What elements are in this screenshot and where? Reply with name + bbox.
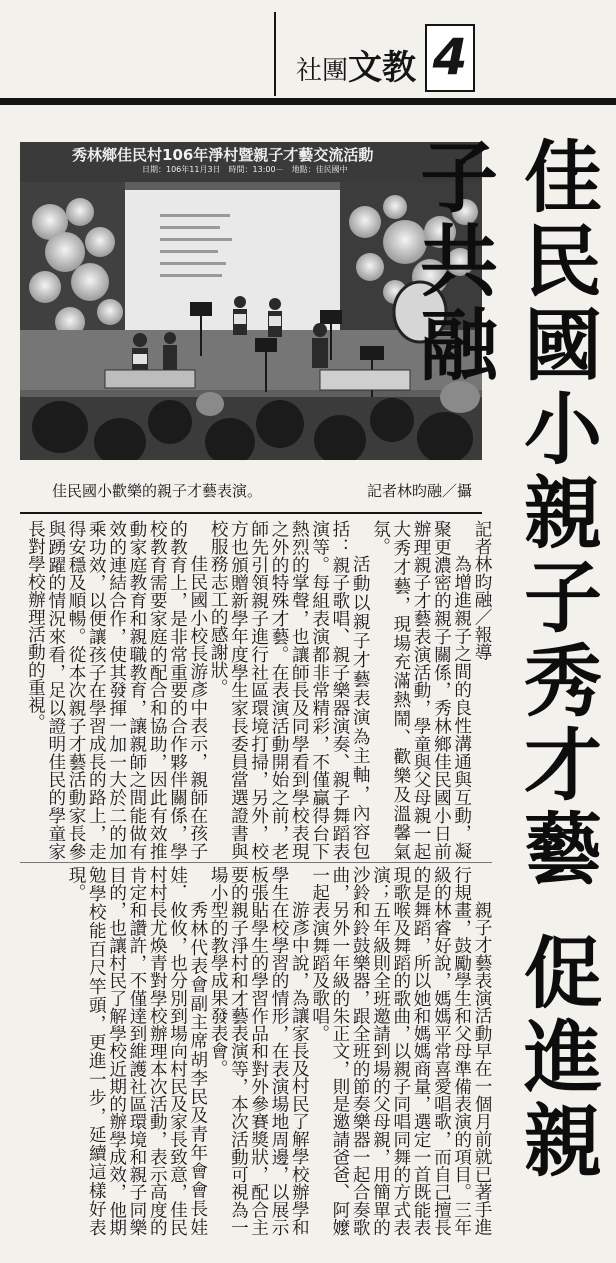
header-divider [274, 12, 276, 96]
section-label-part1: 社團 [296, 56, 349, 86]
caption-rule [20, 512, 482, 514]
article-paragraph: 親子才藝表演活動早在一個月前就已著手進行規畫，鼓勵學生和父母準備表演的項目。三年級的林睿好說，媽媽平常喜愛唱歌，而自己擅長的是舞蹈，所以她和媽媽商量，選定一首既能表現歌喉及舞蹈的歌曲，以親子同唱同舞的方式表演；五年級則全班邀請到場的父母親，用簡單的沙鈴和鈴鼓樂器，跟全班的節奏樂器一起合奏歌曲，另外一年級的朱正文，則是邀請爸爸、阿嬤一起表演舞蹈及歌唱。 [309, 866, 492, 1236]
photo-credit: 記者林昀融／攝 [366, 482, 472, 500]
headline-line1: 佳民國小親子秀才藝 [511, 136, 601, 892]
page-number: 4 [425, 24, 475, 92]
section-label-part2: 文教 [348, 48, 417, 88]
column-rule [20, 862, 492, 863]
header-rule [0, 98, 616, 105]
article-paragraph: 活動以親子才藝表演為主軸，內容包括：親子歌唱、親子樂器演奏、親子舞蹈表演等。每組表演都非常精彩，不僅贏得台下熱烈的掌聲，也讓師長及同學看到學校表現之外的特殊才藝。在表演活動開始之前，老師先引領親子進行社區環境打掃，另外，校方也頒贈新學年度學生家長委員當選證書與校服務志工的感謝狀。 [208, 520, 371, 860]
article-byline: 記者林昀融／報導 [472, 520, 492, 661]
section-label [296, 50, 416, 92]
article-paragraph: 為增進親子之間的良性溝通與互動，凝聚更濃密的親子關係，秀林鄉佳民國小日前辦理親子才藝表演活動，學童與父母親一起大秀才藝，現場充滿熱鬧、歡樂及溫馨氣氛。 [370, 520, 472, 860]
photo-banner-title: 秀林鄉佳民村106年淨村暨親子才藝交流活動 [72, 146, 374, 164]
article-paragraph: 游彥中說，為讓家長及村民了解學校辦學和學生在校學習的情形，在表演場地周邊，以展示板張貼學生的學習作品和對外參賽獎狀，配合主要的親子淨村和才藝表演等，本次活動可視為一場小型的教學成果發表會。 [208, 866, 310, 1236]
headline-line2: 促進親子共融 [407, 136, 601, 1184]
article-body-lower [20, 866, 492, 1236]
photo-banner-info: 日期：106年11月3日 時間：13:00－ 地點：佳民國中 [142, 165, 348, 174]
caption-text: 佳民國小歡樂的親子才藝表演。 [52, 482, 263, 500]
article-paragraph: 佳民國小校長游彥中表示，親師在孩子的教育上，是非常重要的合作夥伴關係，學校教育需要家庭的配合和協助，因此有效推動家庭教育和親職教育，讓親師之間能做有效的連結合作，使其發揮一加一大於二的加乘功效，以便讓孩子在學習成長的路上，走得安穩及順暢。從本次親子才藝活動家長參與踴躍的情況來看，足以證明佳民的學童家長對學校辦理活動的重視。 [25, 520, 208, 860]
photo-caption [20, 476, 482, 502]
article-paragraph: 秀林代表會副主席胡李民及青年會會長娃娃．攸攸，也分別到場向村民及家長致意，佳民村村長尤煥青對學校辦理本次活動，表示高度的肯定和讚許，不僅達到維護社區環境和親子同樂目的，也讓村民了解學校近期的辦學成效，他期勉學校能百尺竿頭，更進一步，延續這樣好表現。 [66, 866, 208, 1236]
article-body-upper [20, 520, 492, 860]
